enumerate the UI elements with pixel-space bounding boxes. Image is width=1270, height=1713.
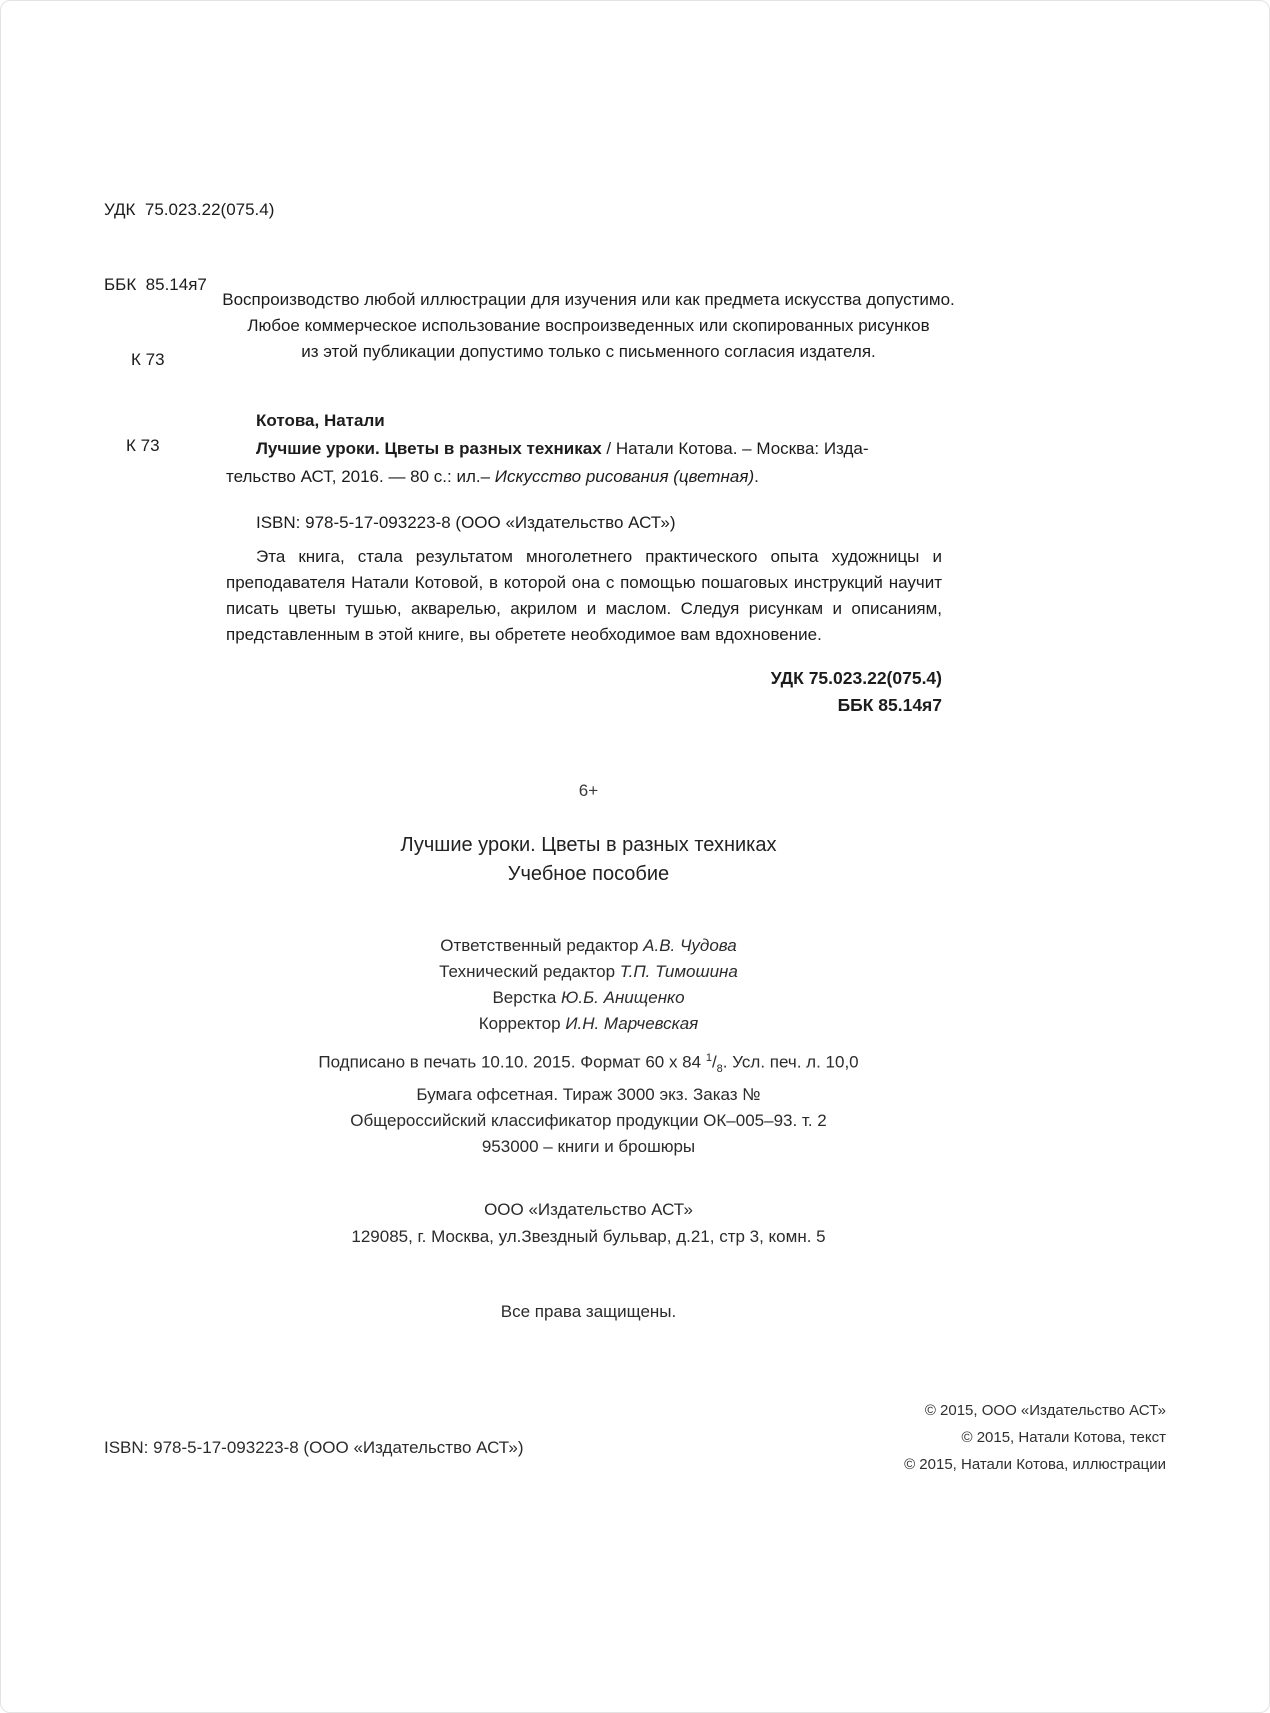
reproduction-notice-line2: Любое коммерческое использование воспроизведенных или скопированных рисунков (247, 316, 930, 335)
annotation-paragraph: Эта книга, стала результатом многолетнего практического опыта художницы и преподавателя Натали Котовой, в которой она с помощью пошаговых инструкций научит писать цветы тушью, акварелью, акрилом и маслом. Следуя рисункам и описаниям, представленным в этой книге, вы обретете необходимое вам вдохновение. (226, 547, 942, 644)
copyright-illustrations: © 2015, Натали Котова, иллюстрации (904, 1456, 1166, 1473)
catalog-margin-code: К 73 (126, 436, 160, 455)
editorial-staff (101, 933, 1076, 1037)
reproduction-notice-line3: из этой публикации допустимо только с письменного согласия издателя. (301, 342, 876, 361)
footer-isbn: ISBN: 978-5-17-093223-8 (ООО «Издательство АСТ») (104, 1438, 524, 1457)
print-info-line2: Бумага офсетная. Тираж 3000 экз. Заказ № (416, 1085, 761, 1105)
staff-line-layout (101, 985, 1076, 1011)
author-name: Котова, Натали (256, 411, 385, 430)
print-info-line1 (101, 1045, 1076, 1082)
bbk-code-bold: ББК 85.14я7 (837, 695, 942, 715)
staff-role: Верстка (492, 988, 561, 1007)
udk-code: УДК 75.023.22(075.4) (104, 200, 275, 219)
publisher-address: 129085, г. Москва, ул.Звездный бульвар, д.21, стр 3, комн. 5 (351, 1227, 826, 1247)
colophon (101, 780, 1076, 1324)
staff-line-managing-editor (101, 933, 1076, 959)
reproduction-notice-line1: Воспроизводство любой иллюстрации для изучения или как предмета искусства допустимо. (222, 290, 955, 309)
bibliographic-publisher: тельство АСТ, 2016. — 80 с.: ил.– (226, 467, 495, 486)
staff-name: Т.П. Тимошина (619, 962, 738, 981)
print-info-line4: 953000 – книги и брошюры (481, 1137, 696, 1157)
isbn-line: ISBN: 978-5-17-093223-8 (ООО «Издательство АСТ») (256, 513, 676, 532)
colophon-subtitle: Учебное пособие (507, 863, 670, 885)
bibliographic-end: . (754, 467, 759, 486)
udk-code-bold: УДК 75.023.22(075.4) (770, 668, 942, 688)
copyright-block (904, 1397, 1166, 1478)
staff-name: И.Н. Марчевская (565, 1014, 699, 1033)
staff-role: Корректор (478, 1014, 566, 1033)
copyright-publisher: © 2015, ООО «Издательство АСТ» (924, 1402, 1166, 1419)
rights-reserved-notice: Все права защищены. (500, 1302, 677, 1322)
format-fraction-slash: / (711, 1052, 717, 1072)
bibliographic-record-line2 (226, 463, 942, 491)
series-name: Искусство рисования (цветная) (494, 467, 755, 486)
bibliographic-record-line1 (226, 435, 942, 463)
staff-role: Технический редактор (439, 962, 620, 981)
copyright-text: © 2015, Натали Котова, текст (961, 1429, 1166, 1446)
format-fraction-numerator: 1 (705, 1052, 712, 1064)
print-info (101, 1045, 1076, 1160)
classification-codes-bold (101, 665, 942, 719)
staff-name: А.В. Чудова (643, 936, 737, 955)
print-info-line3: Общероссийский классификатор продукции ОК–005–93. т. 2 (350, 1111, 827, 1131)
print-format-post: . Усл. печ. л. 10,0 (722, 1052, 859, 1072)
classification-codes (104, 147, 274, 422)
age-rating: 6+ (578, 781, 599, 800)
bbk-code: ББК 85.14я7 (104, 275, 207, 294)
bibliographic-rest: / Натали Котова. – Москва: Изда- (601, 439, 869, 458)
staff-name: Ю.Б. Анищенко (561, 988, 685, 1007)
staff-line-technical-editor (101, 959, 1076, 985)
print-format-pre: Подписано в печать 10.10. 2015. Формат 60 х 84 (318, 1052, 706, 1072)
publisher-block (101, 1196, 1076, 1250)
staff-role: Ответственный редактор (440, 936, 644, 955)
format-fraction-denominator: 8 (716, 1063, 723, 1076)
reproduction-notice (101, 287, 1076, 365)
catalog-record (226, 407, 942, 648)
colophon-title: Лучшие уроки. Цветы в разных техниках (400, 834, 777, 856)
publisher-name: ООО «Издательство АСТ» (484, 1200, 693, 1220)
book-title-bold: Лучшие уроки. Цветы в разных техниках (256, 439, 602, 458)
staff-line-proofreader (101, 1011, 1076, 1037)
author-sign-code: К 73 (131, 350, 165, 369)
